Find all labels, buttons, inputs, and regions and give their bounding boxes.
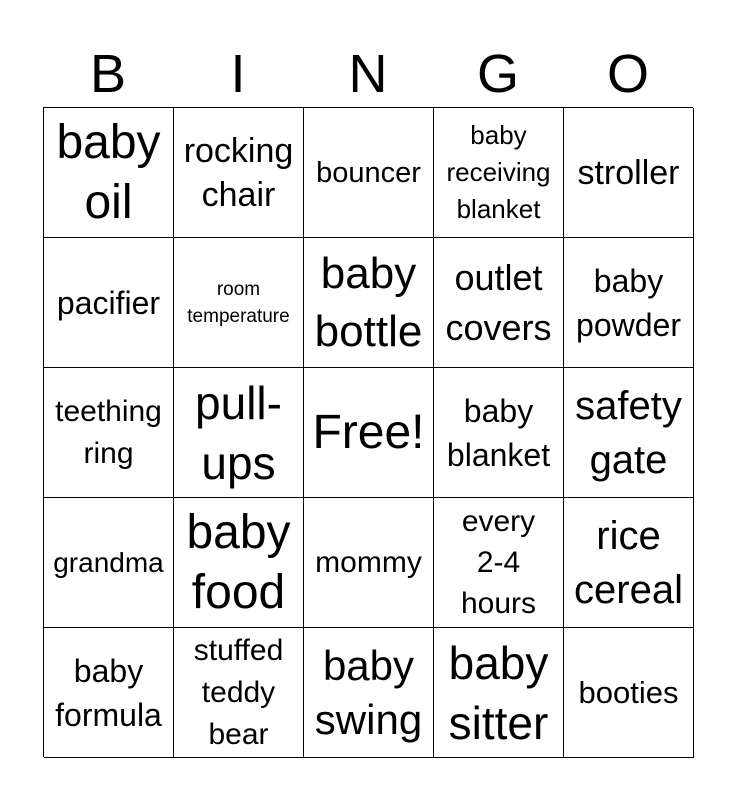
bingo-cell[interactable] bbox=[304, 238, 434, 368]
bingo-cell[interactable] bbox=[434, 628, 564, 758]
bingo-cell[interactable] bbox=[564, 628, 694, 758]
cell-label: safety gate bbox=[575, 383, 682, 482]
bingo-cell[interactable] bbox=[174, 368, 304, 498]
bingo-cell[interactable] bbox=[44, 498, 174, 628]
bingo-cell[interactable] bbox=[44, 238, 174, 368]
cell-label: booties bbox=[578, 674, 679, 710]
bingo-cell[interactable] bbox=[174, 628, 304, 758]
bingo-cell[interactable] bbox=[564, 108, 694, 238]
bingo-cell[interactable] bbox=[304, 108, 434, 238]
header-letter-b: B bbox=[89, 44, 127, 104]
bingo-cell[interactable] bbox=[304, 368, 434, 498]
bingo-header bbox=[43, 40, 693, 108]
header-letter-n: N bbox=[348, 44, 388, 104]
cell-label: baby oil bbox=[56, 115, 161, 229]
bingo-cell[interactable] bbox=[564, 498, 694, 628]
cell-label: baby blanket bbox=[446, 392, 551, 473]
cell-label: baby receiving blanket bbox=[446, 120, 551, 224]
bingo-cell[interactable] bbox=[44, 368, 174, 498]
cell-label: baby powder bbox=[576, 262, 681, 343]
cell-label: baby sitter bbox=[448, 636, 549, 749]
cell-label: rice cereal bbox=[574, 513, 683, 612]
cell-label: every 2-4 hours bbox=[460, 505, 537, 620]
cell-label: mommy bbox=[315, 545, 422, 579]
header-letter-g: G bbox=[476, 44, 519, 104]
bingo-cell[interactable] bbox=[174, 498, 304, 628]
cell-label: baby formula bbox=[55, 652, 162, 733]
bingo-cell[interactable] bbox=[434, 498, 564, 628]
bingo-cell[interactable] bbox=[564, 238, 694, 368]
cell-label: grandma bbox=[53, 546, 164, 578]
bingo-cell[interactable] bbox=[174, 108, 304, 238]
bingo-cell[interactable] bbox=[304, 628, 434, 758]
bingo-cell[interactable] bbox=[434, 238, 564, 368]
cell-label: bouncer bbox=[316, 156, 421, 189]
cell-label: outlet covers bbox=[445, 256, 552, 348]
header-letter-o: O bbox=[606, 44, 649, 104]
bingo-card bbox=[43, 107, 693, 757]
cell-label: rocking chair bbox=[183, 131, 294, 214]
bingo-cell[interactable] bbox=[174, 238, 304, 368]
bingo-cell[interactable] bbox=[434, 368, 564, 498]
bingo-cell[interactable] bbox=[304, 498, 434, 628]
cell-label: stuffed teddy bear bbox=[193, 633, 284, 751]
free-space-label: Free! bbox=[312, 405, 425, 459]
bingo-cell[interactable] bbox=[44, 628, 174, 758]
bingo-cell[interactable] bbox=[44, 108, 174, 238]
bingo-cell[interactable] bbox=[564, 368, 694, 498]
header-letter-i: I bbox=[230, 44, 246, 104]
cell-label: room temperature bbox=[187, 278, 290, 327]
cell-label: baby swing bbox=[314, 641, 423, 743]
cell-label: pacifier bbox=[56, 284, 161, 321]
cell-label: baby bottle bbox=[314, 248, 423, 356]
cell-label: pull-ups bbox=[195, 376, 282, 489]
bingo-cell[interactable] bbox=[434, 108, 564, 238]
cell-label: stroller bbox=[577, 153, 680, 192]
cell-label: teething ring bbox=[55, 394, 162, 470]
cell-label: baby food bbox=[186, 505, 291, 619]
